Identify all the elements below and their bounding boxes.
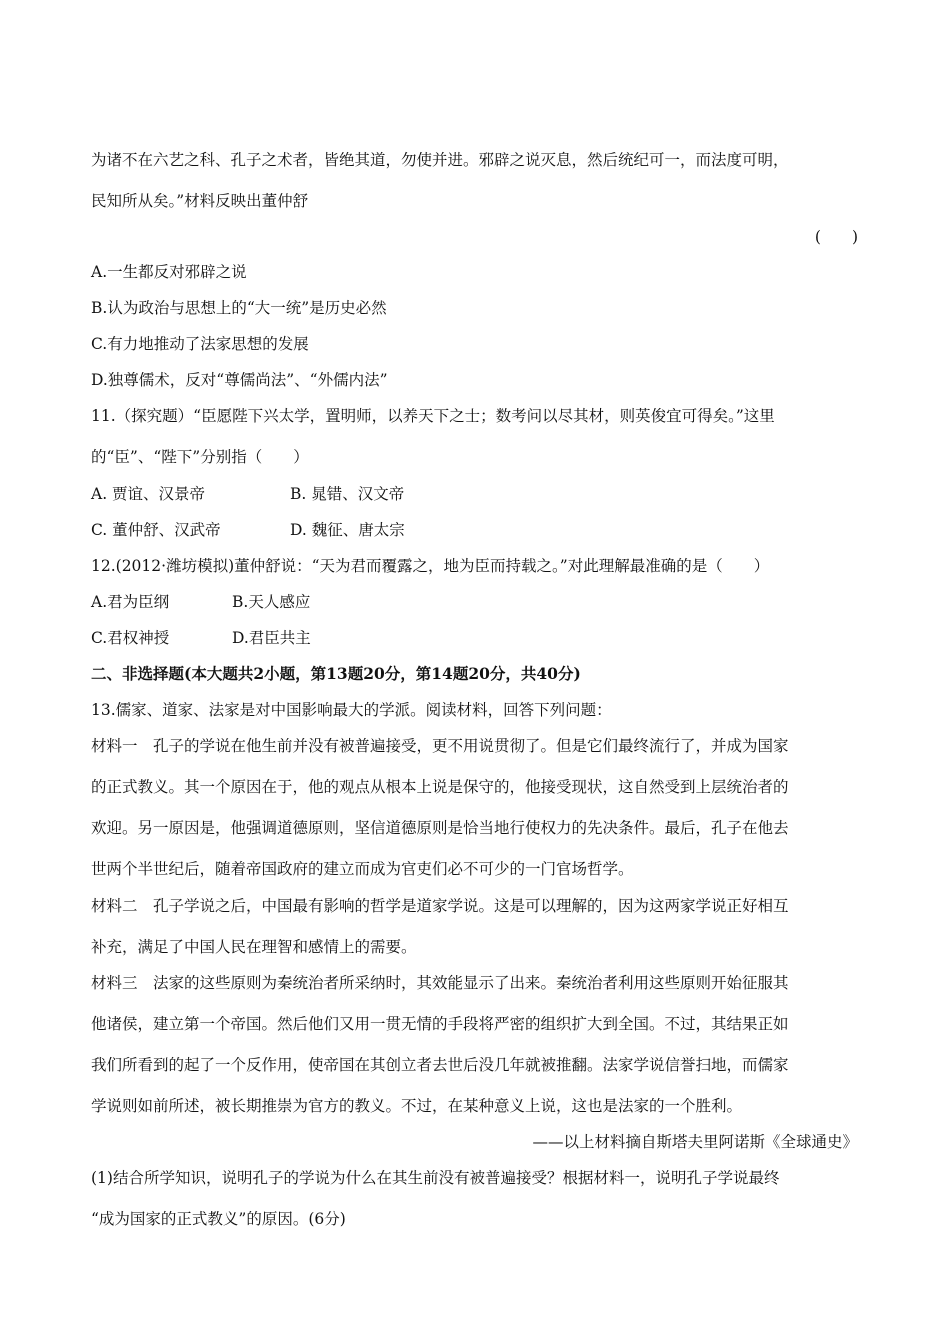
material-source: ——以上材料摘自斯塔夫里阿诺斯《全球通史》	[532, 1133, 858, 1151]
material-3-line-1: 材料三 法家的这些原则为秦统治者所采纳时，其效能显示了出来。秦统治者利用这些原则开始征服其	[91, 974, 789, 992]
q10-option-a: A.一生都反对邪辟之说	[91, 263, 247, 281]
q12-option-d: D.君臣共主	[232, 629, 311, 647]
q10-stem-line-2: 民知所从矣。”材料反映出董仲舒	[91, 192, 309, 210]
q12-option-b: B.天人感应	[232, 593, 311, 611]
q13-stem: 13.儒家、道家、法家是对中国影响最大的学派。阅读材料，回答下列问题：	[91, 701, 612, 719]
q13-part-1-line-2: “成为国家的正式教义”的原因。(6分)	[91, 1210, 346, 1228]
material-2-line-2: 补充，满足了中国人民在理智和感情上的需要。	[91, 938, 417, 956]
q11-option-a: A. 贾谊、汉景帝	[91, 485, 206, 503]
q11-option-b: B. 晁错、汉文帝	[290, 485, 405, 503]
q12-option-c: C.君权神授	[91, 629, 170, 647]
q10-stem-line-1: 为诸不在六艺之科、孔子之术者，皆绝其道，勿使并进。邪辟之说灭息，然后统纪可一，而法度可明，	[91, 151, 789, 169]
material-2-line-1: 材料二 孔子学说之后，中国最有影响的哲学是道家学说。这是可以理解的，因为这两家学说正好相互	[91, 897, 789, 915]
section-heading: 二、非选择题(本大题共2小题，第13题20分，第14题20分，共40分)	[91, 664, 581, 683]
q10-option-b: B.认为政治与思想上的“大一统”是历史必然	[91, 299, 387, 317]
answer-bracket: ( )	[814, 228, 858, 246]
q12-option-a: A.君为臣纲	[91, 593, 170, 611]
material-1-line-4: 世两个半世纪后，随着帝国政府的建立而成为官吏们必不可少的一门官场哲学。	[91, 860, 634, 878]
material-3-line-2: 他诸侯，建立第一个帝国。然后他们又用一贯无情的手段将严密的组织扩大到全国。不过，其结果正如	[91, 1015, 789, 1033]
q11-stem-line-2: 的“臣”、“陛下”分别指（ ）	[91, 448, 309, 466]
q11-option-d: D. 魏征、唐太宗	[290, 521, 405, 539]
q10-option-d: D.独尊儒术，反对“尊儒尚法”、“外儒内法”	[91, 371, 388, 389]
q11-stem-line-1: 11.（探究题）“臣愿陛下兴太学，置明师，以养天下之士；数考问以尽其材，则英俊宜可得矣。”这里	[91, 407, 775, 425]
material-1-line-3: 欢迎。另一原因是，他强调道德原则，坚信道德原则是恰当地行使权力的先决条件。最后，孔子在他去	[91, 819, 789, 837]
material-3-line-4: 学说则如前所述，被长期推崇为官方的教义。不过，在某种意义上说，这也是法家的一个胜利。	[91, 1097, 743, 1115]
material-1-line-2: 的正式教义。其一个原因在于，他的观点从根本上说是保守的，他接受现状，这自然受到上层统治者的	[91, 778, 789, 796]
q12-stem: 12.(2012·潍坊模拟)董仲舒说：“天为君而覆露之，地为臣而持载之。”对此理解最准确的是（ ）	[91, 557, 770, 575]
q13-part-1-line-1: (1)结合所学知识，说明孔子的学说为什么在其生前没有被普遍接受？根据材料一，说明孔子学说最终	[91, 1169, 780, 1187]
material-3-line-3: 我们所看到的起了一个反作用，使帝国在其创立者去世后没几年就被推翻。法家学说信誉扫地，而儒家	[91, 1056, 789, 1074]
q10-option-c: C.有力地推动了法家思想的发展	[91, 335, 309, 353]
material-1-line-1: 材料一 孔子的学说在他生前并没有被普遍接受，更不用说贯彻了。但是它们最终流行了，并成为国家	[91, 737, 789, 755]
q11-option-c: C. 董仲舒、汉武帝	[91, 521, 221, 539]
